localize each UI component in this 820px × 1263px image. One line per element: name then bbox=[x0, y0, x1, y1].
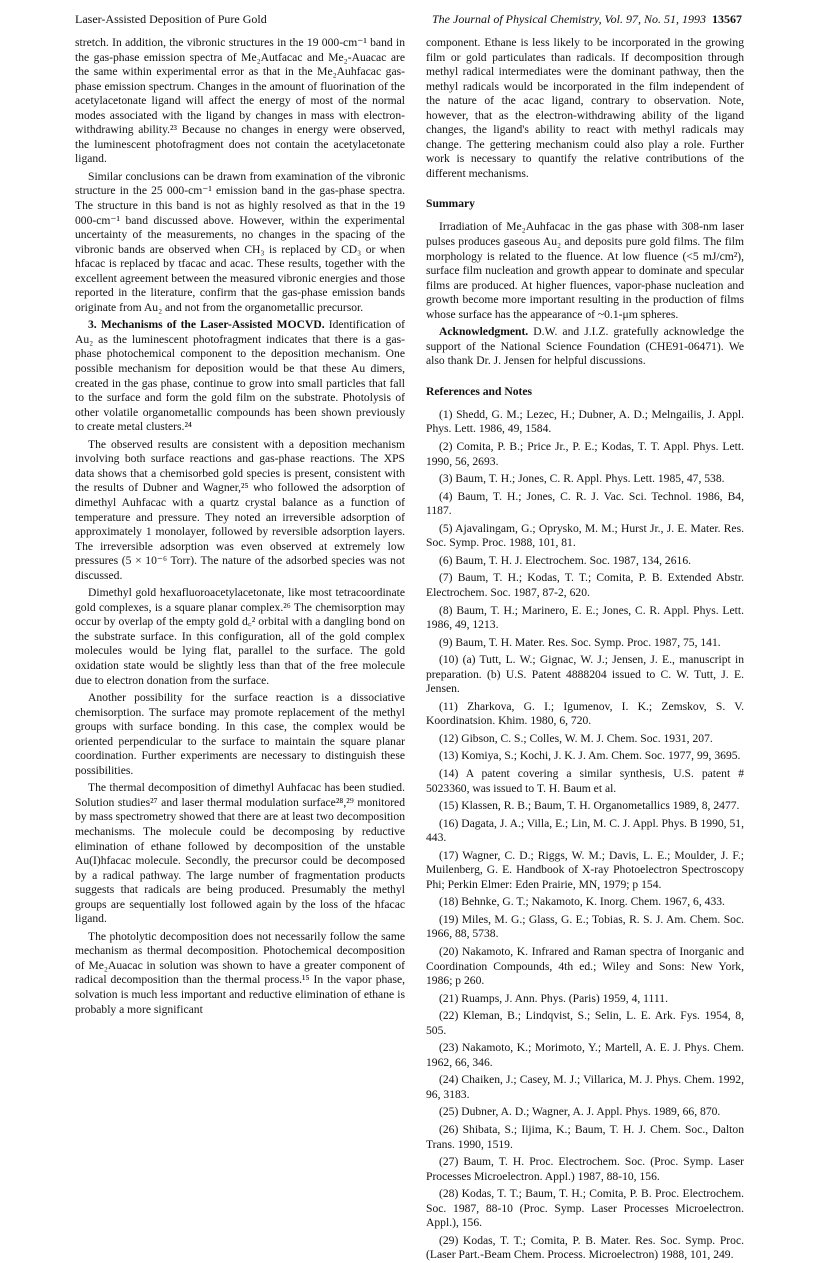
reference-item: (9) Baum, T. H. Mater. Res. Soc. Symp. Proc. 1987, 75, 141. bbox=[439, 635, 721, 649]
running-title: Laser-Assisted Deposition of Pure Gold bbox=[75, 12, 267, 26]
paragraph: The photolytic decomposition does not necessarily follow the same mechanism as thermal decomposition. Photochemical decomposition of Me₂Auacac in solution was shown to have a greater component of radical decomposition than the thermal process.¹⁵ In the vapor phase, solvation is much less important and reductive elimination of ethane is probably a more significant bbox=[75, 929, 405, 1016]
reference-item: (19) Miles, M. G.; Glass, G. E.; Tobias, R. S. J. Am. Chem. Soc. 1966, 88, 5738. bbox=[426, 912, 744, 941]
paragraph: component. Ethane is less likely to be incorporated in the growing film or gold particulates than radicals. If decomposition through methyl radical intermediates were the dominant pathway, then the methyl radicals would be incorporated in the film independent of the nature of the acac ligand, contrary to observation. Note, however, that as the electron-withdrawing ability of the ligand changes, the ligand's ability to react with methyl radicals may change. The gettering mechanism could also play a role. Further work is necessary to quantify the relative contributions of the different mechanisms. bbox=[426, 36, 744, 180]
running-header bbox=[75, 12, 742, 28]
paragraph-text: Identification of Au₂ as the luminescent photofragment indicates that there is a gas-phase photochemical component to the deposition mechanism. One possible mechanism for deposition would be that these Au dimers, created in the gas phase, continue to grow into small particles that fall to the surface and form the gold film on the substrate. Photolysis of other volatile organometallic compounds has been shown previously to create metal clusters.²⁴ bbox=[75, 318, 405, 434]
reference-item: (11) Zharkova, G. I.; Igumenov, I. K.; Zemskov, S. V. Koordinatsion. Khim. 1980, 6, 720. bbox=[426, 699, 744, 728]
reference-item: (26) Shibata, S.; Iijima, K.; Baum, T. H. J. Chem. Soc., Dalton Trans. 1990, 1519. bbox=[426, 1123, 744, 1151]
reference-item: (23) Nakamoto, K.; Morimoto, Y.; Martell, A. E. J. Phys. Chem. 1962, 66, 346. bbox=[426, 1041, 744, 1069]
acknowledgment-text: D.W. and J.I.Z. gratefully acknowledge the support of the National Science Foundation (CHE91-06471). We also thank Dr. J. Jensen for helpful discussions. bbox=[426, 325, 744, 368]
reference-item: (13) Komiya, S.; Kochi, J. K. J. Am. Chem. Soc. 1977, 99, 3695. bbox=[439, 749, 741, 763]
reference-item: (25) Dubner, A. D.; Wagner, A. J. Appl. Phys. 1989, 66, 870. bbox=[439, 1105, 721, 1119]
reference-item: (20) Nakamoto, K. Infrared and Raman spectra of Inorganic and Coordination Compounds, 4th ed.; Wiley and Sons: New York, 1986; p 260. bbox=[426, 944, 744, 988]
acknowledgment bbox=[426, 325, 744, 369]
reference-item: (17) Wagner, C. D.; Riggs, W. M.; Davis, L. E.; Moulder, J. F.; Muilenberg, G. E. Handbook of X-ray Photoelectron Spectroscopy Phi; Perkin Elmer: Eden Prairie, MN, 1979; p 154. bbox=[426, 848, 744, 891]
paragraph bbox=[75, 318, 405, 434]
reference-item: (1) Shedd, G. M.; Lezec, H.; Dubner, A. D.; Melngailis, J. Appl. Phys. Lett. 1986, 49, 1584. bbox=[426, 407, 744, 436]
reference-item: (22) Kleman, B.; Lindqvist, S.; Selin, L. E. Ark. Fys. 1954, 8, 505. bbox=[426, 1009, 744, 1037]
paragraph: Another possibility for the surface reaction is a dissociative chemisorption. The surface may promote replacement of the methyl groups with surface bonding. In this case, the complex would be oriented perpendicular to the surface to maintain the square planar coordination. Further experiments are necessary to distinguish these possibilities. bbox=[75, 691, 405, 777]
right-column bbox=[426, 36, 744, 1263]
reference-item: (28) Kodas, T. T.; Baum, T. H.; Comita, P. B. Proc. Electrochem. Soc. 1987, 88-10 (Proc. Symp. Laser Processes Microelectron. Appl.), 156. bbox=[426, 1187, 744, 1230]
paragraph: The observed results are consistent with a deposition mechanism involving both surface reactions and gas-phase reactions. The XPS data shows that a chemisorbed gold species is present, consistent with the results of Dubner and Wagner,²⁵ who followed the adsorption of dimethyl Auhfacac with a quartz crystal balance as a function of temperature and pressure. They noted an irreversible adsorption of approximately 1 monolayer, followed by reversible adsorption layers. The irreversible adsorption was even observed at extremely low pressures (5 × 10⁻⁶ Torr). The nature of the adsorbed species was not discussed. bbox=[75, 437, 405, 582]
reference-item: (8) Baum, T. H.; Marinero, E. E.; Jones, C. R. Appl. Phys. Lett. 1986, 49, 1213. bbox=[426, 603, 744, 632]
reference-item: (18) Behnke, G. T.; Nakamoto, K. Inorg. Chem. 1967, 6, 433. bbox=[439, 895, 725, 909]
summary-heading: Summary bbox=[426, 197, 475, 211]
paragraph: Similar conclusions can be drawn from examination of the vibronic structure in the 25 000-cm⁻¹ emission band in the gas-phase spectra. The structure in this band is not as highly resolved as that in the 19 000-cm⁻¹ band discussed above. However, within the experimental uncertainty of the measurements, no changes in the spacing of the vibronic bands are observed when CH₃ is replaced by CD₃ or when hfacac is replaced by tfacac and acac. These results, together with the excellent agreement between the measured vibronic energies and those reported in the literature, confirm that the gas-phase emission bands originate from Au₂ and not from the organometallic precursor. bbox=[75, 169, 405, 314]
reference-item: (21) Ruamps, J. Ann. Phys. (Paris) 1959, 4, 1111. bbox=[439, 991, 668, 1005]
reference-item: (15) Klassen, R. B.; Baum, T. H. Organometallics 1989, 8, 2477. bbox=[439, 799, 740, 813]
journal-citation bbox=[432, 12, 742, 27]
reference-item: (7) Baum, T. H.; Kodas, T. T.; Comita, P. B. Extended Abstr. Electrochem. Soc. 1987, 87-2, 620. bbox=[426, 571, 744, 599]
reference-item: (14) A patent covering a similar synthesis, U.S. patent # 5023360, was issued to T. H. Baum et al. bbox=[426, 766, 744, 795]
reference-item: (5) Ajavalingam, G.; Oprysko, M. M.; Hurst Jr., J. E. Mater. Res. Soc. Symp. Proc. 1988, 101, 81. bbox=[426, 521, 744, 550]
reference-list bbox=[426, 408, 744, 1263]
reference-item: (3) Baum, T. H.; Jones, C. R. Appl. Phys. Lett. 1985, 47, 538. bbox=[439, 472, 725, 486]
reference-item: (2) Comita, P. B.; Price Jr., P. E.; Kodas, T. T. Appl. Phys. Lett. 1990, 56, 2693. bbox=[426, 440, 744, 468]
journal-name: The Journal of Physical Chemistry, Vol. 97, No. 51, 1993 bbox=[432, 12, 706, 26]
paragraph: The thermal decomposition of dimethyl Auhfacac has been studied. Solution studies²⁷ and laser thermal modulation surface²⁸,²⁹ monitored by mass spectrometry showed that there are at least two decomposition mechanisms. The molecule could be decomposing by reductive elimination of ethane followed by decomposition of the unstable Au(I)hfacac molecule. Secondly, the precursor could be decomposed by a radical pathway. The large number of fragmentation products suggests that radicals are being produced. Presumably the methyl groups are sequentially lost followed again by the loss of the hfacac ligand. bbox=[75, 781, 405, 926]
reference-item: (24) Chaiken, J.; Casey, M. J.; Villarica, M. J. Phys. Chem. 1992, 96, 3183. bbox=[426, 1073, 744, 1101]
reference-item: (16) Dagata, J. A.; Villa, E.; Lin, M. C. J. Appl. Phys. B 1990, 51, 443. bbox=[426, 816, 744, 845]
references-heading: References and Notes bbox=[426, 384, 533, 398]
page-number: 13567 bbox=[712, 12, 742, 26]
section-run-in-heading: 3. Mechanisms of the Laser-Assisted MOCVD. bbox=[88, 318, 325, 332]
paragraph: stretch. In addition, the vibronic structures in the 19 000-cm⁻¹ band in the gas-phase emission spectra of Me₂Autfacac and Me₂-Auacac are the same within experimental error as that in the Me₂Auhfacac gas-phase emission spectrum. Changes in the amount of fluorination of the acetylacetonate ligand will affect the energy of most of the normal modes associated with the ligand by changes in mass with electron-withdrawing ability.²³ Because no changes in energy were observed, the luminescent photofragment does not contain the acetylacetonate ligand. bbox=[75, 36, 405, 166]
reference-item: (29) Kodas, T. T.; Comita, P. B. Mater. Res. Soc. Symp. Proc. (Laser Part.-Beam Chem. Process. Microelectron) 1988, 101, 249. bbox=[426, 1233, 744, 1262]
reference-item: (12) Gibson, C. S.; Colles, W. M. J. Chem. Soc. 1931, 207. bbox=[439, 731, 713, 745]
acknowledgment-heading: Acknowledgment. bbox=[439, 325, 529, 339]
paragraph: Dimethyl gold hexafluoroacetylacetonate, like most tetracoordinate gold complexes, is a square planar complex.²⁶ The chemisorption may occur by overlap of the empty gold d꜀² orbital with a dangling bond on the substrate surface. In this configuration, all of the gold complex molecules would be lying flat, parallel to the surface. The gold oxidation state would be slightly less than that of the free molecule due to electron donation from the surface. bbox=[75, 586, 405, 687]
reference-item: (10) (a) Tutt, L. W.; Gignac, W. J.; Jensen, J. E., manuscript in preparation. (b) U.S. Patent 4888204 issued to C. W. Tutt, J. E. Jensen. bbox=[426, 653, 744, 696]
left-column bbox=[75, 36, 405, 1017]
summary-paragraph: Irradiation of Me₂Auhfacac in the gas phase with 308-nm laser pulses produces gaseous Au₂ and deposits pure gold films. The film morphology is related to the fluence. At low fluence (<5 mJ/cm²), surface film nucleation and growth appear to dominate and specular films are produced. At higher fluences, vapor-phase nucleation and growth become more important resulting in the production of films whose surface has the appearance of ~0.1-μm spheres. bbox=[426, 220, 744, 321]
reference-item: (4) Baum, T. H.; Jones, C. R. J. Vac. Sci. Technol. 1986, B4, 1187. bbox=[426, 489, 744, 518]
reference-item: (27) Baum, T. H. Proc. Electrochem. Soc. (Proc. Symp. Laser Processes Microelectron. Appl.) 1987, 88-10, 156. bbox=[426, 1155, 744, 1183]
reference-item: (6) Baum, T. H. J. Electrochem. Soc. 1987, 134, 2616. bbox=[439, 553, 692, 567]
